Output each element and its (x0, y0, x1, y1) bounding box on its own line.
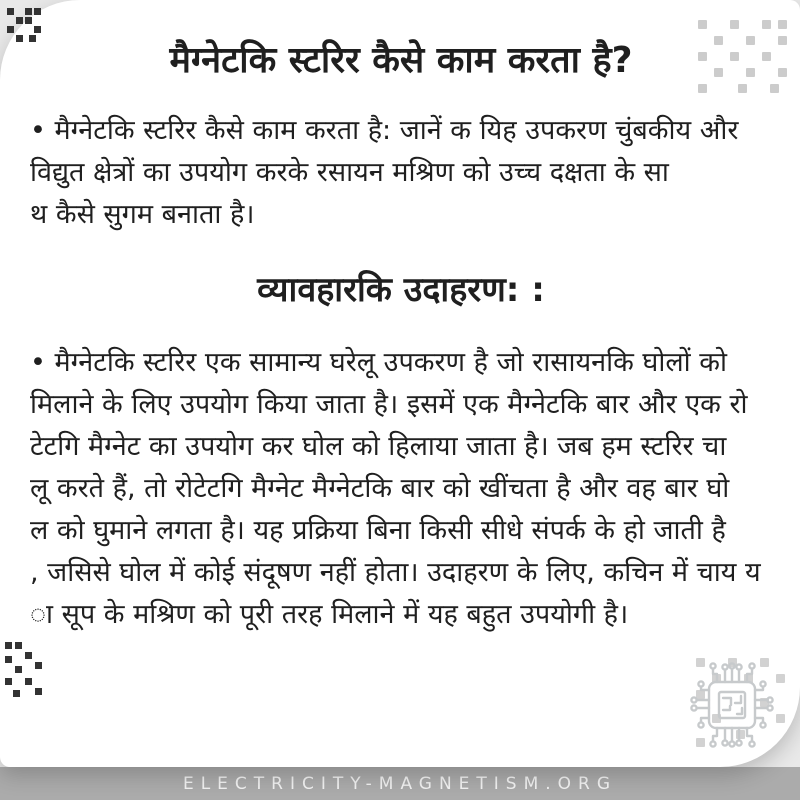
intro-line: विद्युत क्षेत्रों का उपयोग करके रसायन मश्रिण को उच्च दक्षता के सा (30, 157, 669, 188)
example-line: ल को घुमाने लगता है। यह प्रक्रिया बिना किसी सीधे संपर्क के हो जाती है (30, 515, 726, 546)
dots-pattern-top-right (698, 20, 794, 98)
footer-site-name: ELECTRICITY-MAGNETISM.ORG (182, 773, 618, 794)
example-line: ा सूप के मश्रिण को पूरी तरह मिलाने में यह बहुत उपयोगी है। (30, 599, 629, 630)
example-line: , जसिसे घोल में कोई संदूषण नहीं होता। उदाहरण के लिए, कचिन में चाय य (30, 557, 761, 588)
intro-line: • मैग्नेटकि स्टरिर कैसे काम करता है: जानें क यिह उपकरण चुंबकीय और (30, 115, 739, 146)
dots-pattern-top-left (7, 8, 47, 48)
example-paragraph (30, 342, 772, 636)
intro-line: थ कैसे सुगम बनाता है। (30, 199, 255, 230)
example-line: • मैग्नेटकि स्टरिर एक सामान्य घरेलू उपकरण है जो रासायनकि घोलों को (30, 347, 727, 378)
example-line: लू करते हैं, तो रोटेटगि मैग्नेट मैग्नेटकि बार को खींचता है और वह बार घो (30, 473, 730, 504)
section-subtitle: व्यावहारकि उदाहरण: : (257, 270, 545, 310)
dots-pattern-bottom-left (5, 642, 49, 700)
intro-paragraph (30, 110, 772, 236)
page-title: मैग्नेटकि स्टरिर कैसे काम करता है? (169, 40, 633, 81)
example-line: मिलाने के लिए उपयोग किया जाता है। इसमें एक मैग्नेटकि बार और एक रो (30, 389, 748, 420)
circuit-chip-icon (682, 652, 782, 760)
example-line: टेटगि मैग्नेट का उपयोग कर घोल को हिलाया जाता है। जब हम स्टरिर चा (30, 431, 727, 462)
footer-bar (0, 767, 800, 800)
